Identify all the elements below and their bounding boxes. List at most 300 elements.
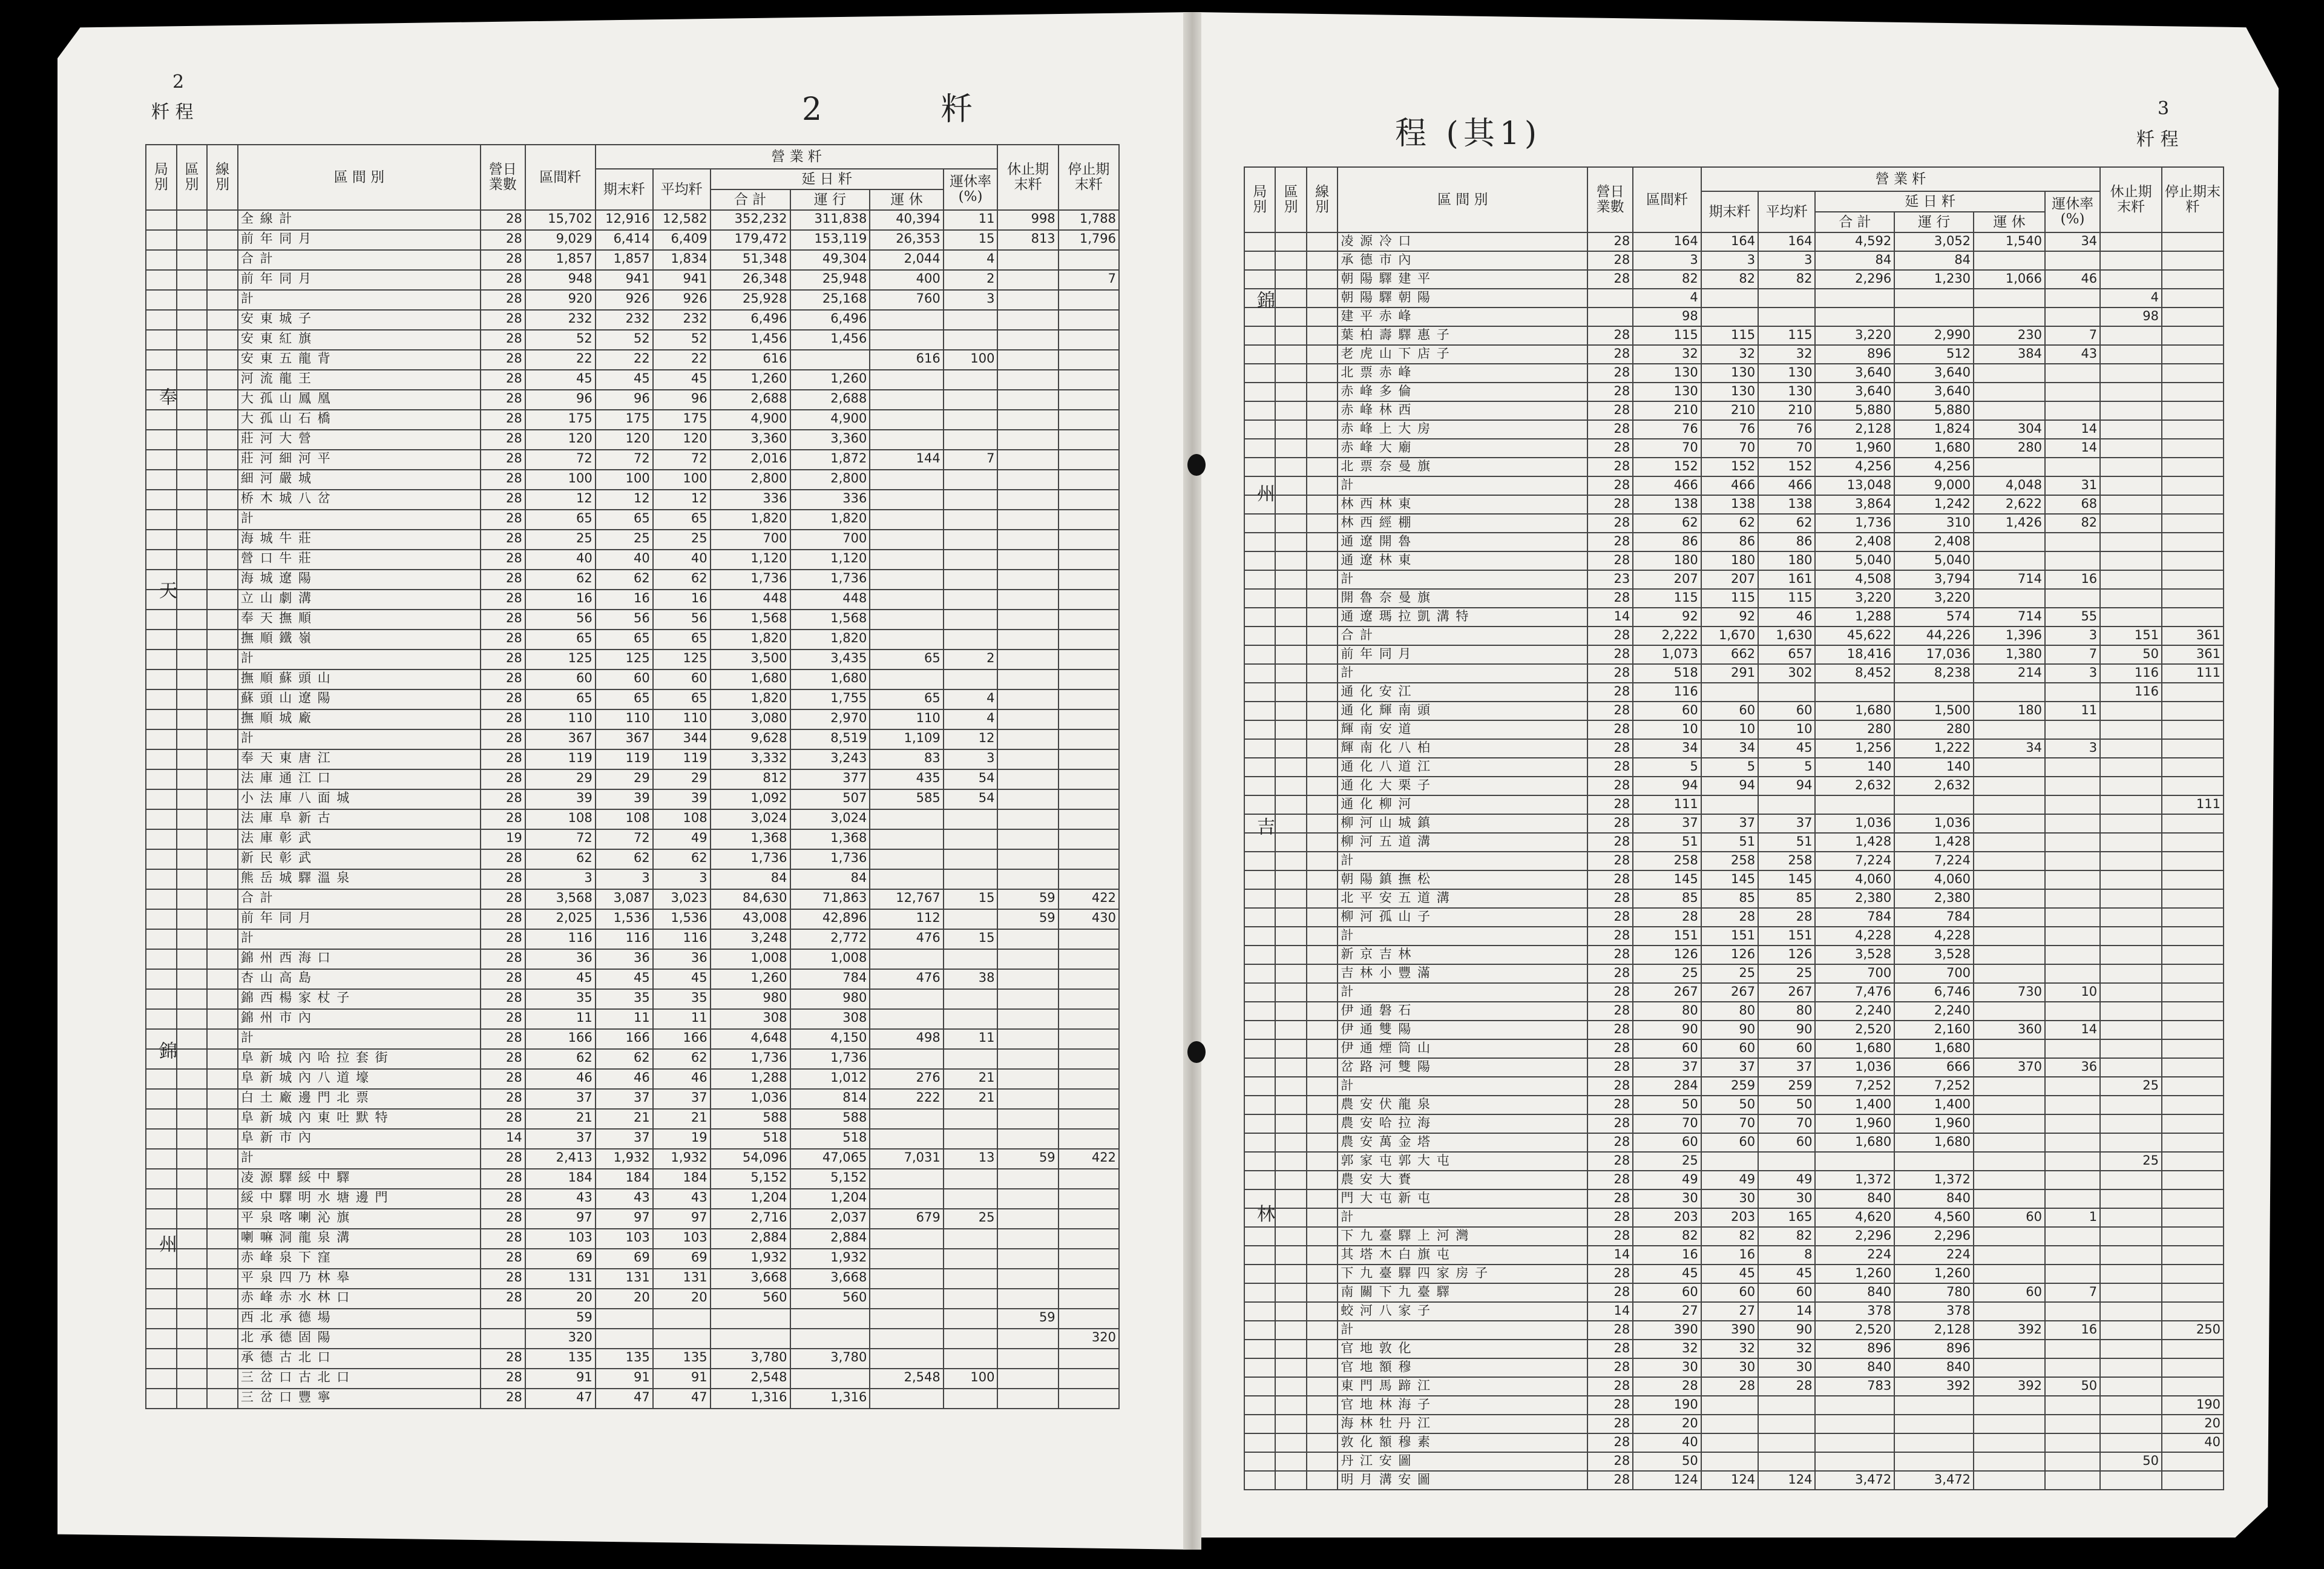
cell-end: 20 — [596, 1289, 653, 1309]
cell-km: 60 — [1633, 702, 1701, 720]
cell-avg — [1758, 1415, 1815, 1433]
cell-rate — [944, 1189, 998, 1209]
cell-avg: 80 — [1758, 1002, 1815, 1021]
cell-rate — [2045, 1171, 2100, 1189]
cell-end: 86 — [1701, 533, 1758, 551]
cell-avg: 232 — [653, 310, 711, 330]
table-row — [146, 889, 1119, 909]
cell-rate — [2045, 1227, 2100, 1246]
cell-total: 3,500 — [711, 650, 790, 669]
category-cell — [1244, 251, 1275, 270]
table-row — [1244, 720, 2224, 739]
table-row — [146, 1069, 1119, 1089]
cell-stop — [2162, 870, 2224, 889]
cell-total: 51,348 — [711, 250, 790, 270]
cell-run — [1894, 1415, 1974, 1433]
cell-run: 84 — [1894, 251, 1974, 270]
table-row — [1244, 739, 2224, 758]
cell-end: 30 — [1701, 1189, 1758, 1208]
cell-rate — [2045, 758, 2100, 777]
cell-total: 840 — [1815, 1358, 1894, 1377]
cell-end — [1701, 289, 1758, 308]
category-cell — [207, 709, 238, 729]
cell-end: 52 — [596, 330, 653, 350]
cell-end — [1701, 1433, 1758, 1452]
section-name-cell: 其 塔 木 白 旗 屯 — [1338, 1246, 1587, 1265]
cell-total: 224 — [1815, 1246, 1894, 1265]
header-days: 營日業數 — [1587, 167, 1633, 232]
cell-avg: 37 — [1758, 1058, 1815, 1077]
cell-rest: 276 — [870, 1069, 943, 1089]
cell-stop — [1059, 430, 1119, 450]
section-name-cell: 熊 岳 城 驛 溫 泉 — [238, 869, 481, 889]
category-cell — [1307, 814, 1338, 833]
cell-end: 37 — [1701, 1058, 1758, 1077]
cell-km: 50 — [1633, 1096, 1701, 1114]
cell-run: 311,838 — [790, 210, 870, 230]
cell-days: 28 — [1587, 551, 1633, 570]
cell-run: 1,012 — [790, 1069, 870, 1089]
cell-rest: 1,540 — [1974, 232, 2045, 251]
category-cell — [177, 1209, 208, 1229]
table-row — [146, 490, 1119, 510]
cell-avg: 82 — [1758, 270, 1815, 289]
table-row — [146, 1289, 1119, 1309]
cell-days: 28 — [1587, 251, 1633, 270]
table-row — [146, 1109, 1119, 1129]
category-cell — [1307, 1152, 1338, 1171]
cell-rate — [944, 330, 998, 350]
cell-days: 28 — [481, 949, 525, 969]
cell-km: 518 — [1633, 664, 1701, 683]
cell-days: 28 — [1587, 1208, 1633, 1227]
category-cell — [177, 570, 208, 590]
cell-stop — [1059, 610, 1119, 630]
cell-days: 28 — [481, 270, 525, 290]
cell-km: 258 — [1633, 852, 1701, 870]
section-name-cell: 阜 新 城 內 哈 拉 套 街 — [238, 1049, 481, 1069]
cell-days: 28 — [1587, 1321, 1633, 1340]
category-cell — [1275, 683, 1306, 702]
cell-avg: 22 — [653, 350, 711, 370]
cell-end: 65 — [596, 630, 653, 650]
cell-stop — [2162, 1208, 2224, 1227]
cell-avg: 32 — [1758, 345, 1815, 364]
cell-susp: 25 — [2100, 1077, 2162, 1096]
cell-days: 28 — [1587, 927, 1633, 946]
section-name-cell: 柳 河 五 道 溝 — [1338, 833, 1587, 852]
section-name-cell: 阜 新 城 內 八 道 壕 — [238, 1069, 481, 1089]
cell-susp — [2100, 383, 2162, 401]
table-row — [1244, 1021, 2224, 1039]
cell-run: 8,238 — [1894, 664, 1974, 683]
cell-run: 47,065 — [790, 1149, 870, 1169]
category-cell — [177, 370, 208, 390]
category-cell — [177, 490, 208, 510]
section-name-cell: 大 孤 山 石 橋 — [238, 410, 481, 430]
cell-days: 28 — [481, 1289, 525, 1309]
cell-run — [1894, 1152, 1974, 1171]
table-row — [1244, 232, 2224, 251]
cell-run: 4,560 — [1894, 1208, 1974, 1227]
section-name-cell: 東 門 馬 蹄 江 — [1338, 1377, 1587, 1396]
header-eigyo: 營 業 粁 — [1701, 167, 2100, 191]
cell-stop — [1059, 749, 1119, 769]
cell-rate: 31 — [2045, 476, 2100, 495]
cell-rest: 40,394 — [870, 210, 943, 230]
cell-days: 28 — [481, 590, 525, 610]
table-row — [1244, 1039, 2224, 1058]
cell-rest — [870, 1269, 943, 1289]
cell-end: 108 — [596, 809, 653, 829]
cell-rest — [870, 1109, 943, 1129]
cell-avg: 86 — [1758, 533, 1815, 551]
cell-susp: 116 — [2100, 683, 2162, 702]
cell-rest: 384 — [1974, 345, 2045, 364]
cell-total: 2,884 — [711, 1229, 790, 1249]
cell-stop — [2162, 702, 2224, 720]
cell-total: 1,400 — [1815, 1096, 1894, 1114]
cell-avg: 3,023 — [653, 889, 711, 909]
category-cell — [146, 1009, 177, 1029]
cell-run: 2,772 — [790, 929, 870, 949]
cell-days: 28 — [481, 430, 525, 450]
cell-km: 82 — [1633, 270, 1701, 289]
cell-stop — [2162, 1077, 2224, 1096]
cell-end: 65 — [596, 689, 653, 709]
cell-rate — [944, 530, 998, 550]
table-row — [1244, 308, 2224, 326]
cell-avg — [1758, 308, 1815, 326]
cell-days: 28 — [1587, 514, 1633, 533]
cell-total: 1,316 — [711, 1389, 790, 1409]
category-cell — [207, 470, 238, 490]
category-cell — [207, 1349, 238, 1369]
cell-km: 108 — [525, 809, 596, 829]
cell-km: 9,029 — [525, 230, 596, 250]
category-cell — [1275, 289, 1306, 308]
cell-end: 34 — [1701, 739, 1758, 758]
table-row — [1244, 1114, 2224, 1133]
category-cell — [1275, 739, 1306, 758]
cell-susp — [2100, 1246, 2162, 1265]
cell-total: 43,008 — [711, 909, 790, 929]
cell-stop — [1059, 1049, 1119, 1069]
category-cell — [1307, 383, 1338, 401]
cell-avg: 70 — [1758, 439, 1815, 458]
cell-km: 203 — [1633, 1208, 1701, 1227]
category-cell — [1275, 476, 1306, 495]
cell-rest: 2,044 — [870, 250, 943, 270]
cell-susp — [2100, 1002, 2162, 1021]
category-cell — [146, 250, 177, 270]
section-name-cell: 白 土 廠 邊 門 北 票 — [238, 1089, 481, 1109]
cell-total: 3,472 — [1815, 1471, 1894, 1490]
category-cell — [1307, 964, 1338, 983]
cell-km: 284 — [1633, 1077, 1701, 1096]
cell-rate — [2045, 1077, 2100, 1096]
category-cell — [1307, 1058, 1338, 1077]
cell-run — [790, 1309, 870, 1329]
cell-run: 2,800 — [790, 470, 870, 490]
cell-stop: 422 — [1059, 889, 1119, 909]
cell-susp — [2100, 1096, 2162, 1114]
cell-days: 28 — [1587, 1265, 1633, 1283]
cell-km: 130 — [1633, 364, 1701, 383]
cell-stop: 111 — [2162, 664, 2224, 683]
cell-days: 28 — [481, 210, 525, 230]
section-name-cell: 海 城 遼 陽 — [238, 570, 481, 590]
cell-stop — [1059, 1209, 1119, 1229]
cell-days: 28 — [1587, 345, 1633, 364]
cell-avg: 28 — [1758, 908, 1815, 927]
cell-run: 980 — [790, 989, 870, 1009]
category-cell — [1275, 814, 1306, 833]
cell-end: 47 — [596, 1389, 653, 1409]
cell-susp — [997, 1269, 1058, 1289]
category-cell — [1307, 852, 1338, 870]
cell-end: 131 — [596, 1269, 653, 1289]
cell-total: 45,622 — [1815, 627, 1894, 645]
cell-run: 2,884 — [790, 1229, 870, 1249]
cell-stop — [1059, 450, 1119, 470]
cell-end: 207 — [1701, 570, 1758, 589]
cell-days: 28 — [1587, 1377, 1633, 1396]
section-name-cell: 官 地 敦 化 — [1338, 1340, 1587, 1358]
table-row — [1244, 852, 2224, 870]
category-cell — [1275, 795, 1306, 814]
cell-avg: 28 — [1758, 1377, 1815, 1396]
cell-end: 62 — [596, 570, 653, 590]
section-name-cell: 赤 峰 泉 下 窪 — [238, 1249, 481, 1269]
header-kimatsu: 期末粁 — [1701, 191, 1758, 232]
cell-rest — [1974, 589, 2045, 608]
cell-stop — [2162, 1152, 2224, 1171]
cell-end: 91 — [596, 1369, 653, 1389]
cell-total — [1815, 795, 1894, 814]
category-cell — [1275, 1077, 1306, 1096]
cell-rate: 54 — [944, 789, 998, 809]
cell-run — [790, 350, 870, 370]
cell-km: 111 — [1633, 795, 1701, 814]
section-name-cell: 三 岔 口 豐 寧 — [238, 1389, 481, 1409]
cell-avg: 45 — [653, 370, 711, 390]
section-name-cell: 奉 天 東 唐 江 — [238, 749, 481, 769]
cell-susp — [997, 1189, 1058, 1209]
category-cell — [177, 1109, 208, 1129]
cell-days — [1587, 308, 1633, 326]
cell-km: 62 — [525, 849, 596, 869]
cell-susp — [997, 610, 1058, 630]
cell-rest — [870, 510, 943, 530]
header-ku: 區別 — [177, 145, 208, 210]
right-page-number: 3 — [2158, 98, 2170, 119]
cell-total: 700 — [711, 530, 790, 550]
cell-km: 2,025 — [525, 909, 596, 929]
cell-end: 390 — [1701, 1321, 1758, 1340]
table-row — [146, 330, 1119, 350]
cell-km: 28 — [1633, 908, 1701, 927]
cell-end: 82 — [1701, 270, 1758, 289]
cell-rest — [1974, 458, 2045, 476]
cell-rest — [1974, 1133, 2045, 1152]
cell-end: 100 — [596, 470, 653, 490]
category-cell — [207, 1269, 238, 1289]
cell-end: 80 — [1701, 1002, 1758, 1021]
category-cell — [177, 650, 208, 669]
cell-run: 3,220 — [1894, 589, 1974, 608]
cell-rate: 16 — [2045, 1321, 2100, 1340]
cell-susp — [997, 1209, 1058, 1229]
section-name-cell: 法 庫 阜 新 古 — [238, 809, 481, 829]
cell-run: 814 — [790, 1089, 870, 1109]
cell-run: 1,260 — [1894, 1265, 1974, 1283]
cell-km: 51 — [1633, 833, 1701, 852]
cell-avg: 96 — [653, 390, 711, 410]
cell-avg: 124 — [1758, 1471, 1815, 1490]
cell-susp — [997, 989, 1058, 1009]
table-row — [146, 929, 1119, 949]
category-cell — [146, 1369, 177, 1389]
cell-km: 82 — [1633, 1227, 1701, 1246]
cell-avg: 60 — [1758, 1133, 1815, 1152]
section-name-cell: 敦 化 額 穆 素 — [1338, 1433, 1587, 1452]
cell-end — [1701, 1452, 1758, 1471]
cell-stop — [2162, 326, 2224, 345]
cell-end: 3 — [1701, 251, 1758, 270]
cell-days: 28 — [1587, 627, 1633, 645]
cell-rate — [2045, 1358, 2100, 1377]
cell-avg: 12 — [653, 490, 711, 510]
cell-end: 46 — [596, 1069, 653, 1089]
category-cell — [1275, 1302, 1306, 1321]
table-row — [1244, 1340, 2224, 1358]
cell-total: 2,380 — [1815, 889, 1894, 908]
cell-rate — [944, 989, 998, 1009]
section-name-cell: 計 — [1338, 1077, 1587, 1096]
cell-rest: 476 — [870, 929, 943, 949]
cell-stop — [1059, 1169, 1119, 1189]
category-cell — [1307, 439, 1338, 458]
cell-susp: 151 — [2100, 627, 2162, 645]
cell-km: 32 — [1633, 1340, 1701, 1358]
category-cell — [1275, 1189, 1306, 1208]
cell-km: 69 — [525, 1249, 596, 1269]
category-cell — [1275, 458, 1306, 476]
cell-rest — [1974, 870, 2045, 889]
cell-rate — [2045, 870, 2100, 889]
cell-days: 28 — [1587, 683, 1633, 702]
cell-avg: 184 — [653, 1169, 711, 1189]
section-name-cell: 錦 西 楊 家 杖 子 — [238, 989, 481, 1009]
cell-susp — [2100, 814, 2162, 833]
cell-run: 1,820 — [790, 510, 870, 530]
category-cell — [1244, 1452, 1275, 1471]
cell-avg: 62 — [653, 570, 711, 590]
cell-avg: 36 — [653, 949, 711, 969]
cell-run: 1,008 — [790, 949, 870, 969]
category-cell — [1275, 533, 1306, 551]
cell-susp — [997, 869, 1058, 889]
cell-end: 3 — [596, 869, 653, 889]
cell-stop — [2162, 946, 2224, 964]
cell-total: 2,548 — [711, 1369, 790, 1389]
cell-susp: 59 — [997, 889, 1058, 909]
section-name-cell: 計 — [1338, 570, 1587, 589]
cell-rest — [870, 490, 943, 510]
category-cell — [177, 849, 208, 869]
cell-total: 3,248 — [711, 929, 790, 949]
cell-km: 119 — [525, 749, 596, 769]
category-cell — [146, 749, 177, 769]
cell-avg: 60 — [1758, 1039, 1815, 1058]
cell-run: 3,640 — [1894, 383, 1974, 401]
table-row — [146, 430, 1119, 450]
cell-run: 1,230 — [1894, 270, 1974, 289]
cell-rest: 12,767 — [870, 889, 943, 909]
cell-run: 2,037 — [790, 1209, 870, 1229]
cell-avg: 115 — [1758, 589, 1815, 608]
cell-end: 3,087 — [596, 889, 653, 909]
cell-susp — [2100, 889, 2162, 908]
cell-days: 28 — [481, 1089, 525, 1109]
section-name-cell: 安 東 城 子 — [238, 310, 481, 330]
cell-end: 110 — [596, 709, 653, 729]
cell-days: 28 — [1587, 983, 1633, 1002]
cell-stop: 20 — [2162, 1415, 2224, 1433]
cell-susp — [997, 390, 1058, 410]
cell-total: 3,528 — [1815, 946, 1894, 964]
cell-rate: 3 — [2045, 664, 2100, 683]
table-row — [1244, 458, 2224, 476]
cell-km: 120 — [525, 430, 596, 450]
cell-run: 2,990 — [1894, 326, 1974, 345]
cell-stop — [1059, 1249, 1119, 1269]
category-cell — [1275, 1114, 1306, 1133]
cell-days: 28 — [481, 1069, 525, 1089]
cell-rate — [944, 610, 998, 630]
cell-end: 16 — [1701, 1246, 1758, 1265]
category-cell — [177, 1289, 208, 1309]
cell-rate — [2045, 1152, 2100, 1171]
category-cell — [1244, 232, 1275, 251]
category-cell — [177, 1029, 208, 1049]
category-cell — [207, 210, 238, 230]
cell-end: 21 — [596, 1109, 653, 1129]
cell-rest — [1974, 1039, 2045, 1058]
section-name-cell: 柳 河 山 城 鎮 — [1338, 814, 1587, 833]
category-cell — [207, 1209, 238, 1229]
cell-avg: 46 — [653, 1069, 711, 1089]
table-row — [146, 1269, 1119, 1289]
table-row — [146, 809, 1119, 829]
cell-rate: 34 — [2045, 232, 2100, 251]
cell-avg: 50 — [1758, 1096, 1815, 1114]
cell-rate: 68 — [2045, 495, 2100, 514]
cell-days: 28 — [481, 1009, 525, 1029]
cell-days: 28 — [1587, 232, 1633, 251]
cell-rest — [1974, 889, 2045, 908]
table-row — [146, 1369, 1119, 1389]
category-cell — [207, 1169, 238, 1189]
cell-total: 6,496 — [711, 310, 790, 330]
cell-rest — [870, 669, 943, 689]
cell-avg: 267 — [1758, 983, 1815, 1002]
table-row — [1244, 1002, 2224, 1021]
cell-km: 22 — [525, 350, 596, 370]
section-name-cell: 平 泉 四 乃 林 皋 — [238, 1269, 481, 1289]
cell-stop — [2162, 1246, 2224, 1265]
